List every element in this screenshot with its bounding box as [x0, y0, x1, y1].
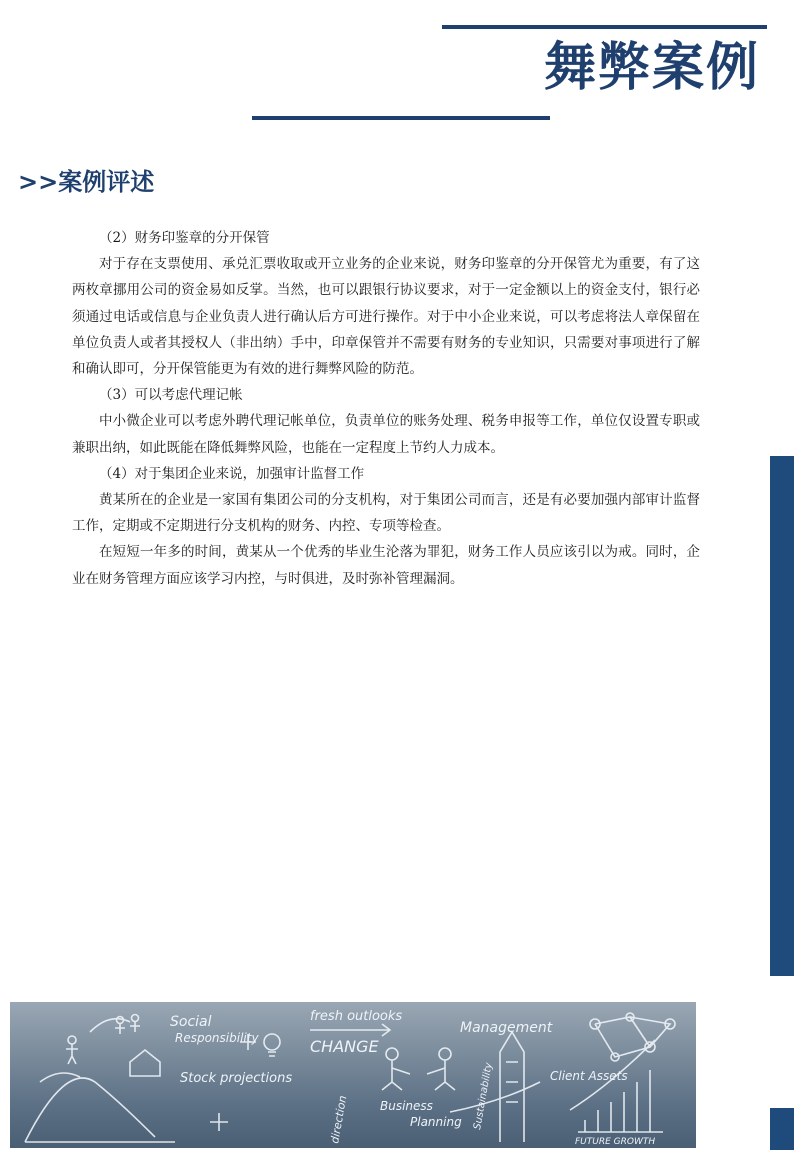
banner-word-fresh: fresh outlooks: [310, 1009, 403, 1024]
business-sketch-banner: [10, 1002, 696, 1148]
paragraph-seal-custody: 对于存在支票使用、承兑汇票收取或开立业务的企业来说，财务印鉴章的分开保管尤为重要，有了这两枚章挪用公司的资金易如反掌。当然，也可以跟银行协议要求，对于一定金额以上的资金支付，银行必须通过电话或信息与企业负责人进行确认后方可进行操作。对于中小企业来说，可以考虑将法人章保留在单位负责人或者其授权人（非出纳）手中，印章保管并不需要有财务的专业知识，只需要对事项进行了解和确认即可，分开保管能更为有效的进行舞弊风险的防范。: [72, 256, 700, 378]
paragraph-agent-bookkeeping: 中小微企业可以考虑外聘代理记帐单位，负责单位的账务处理、税务申报等工作，单位仅设置专职或兼职出纳，如此既能在降低舞弊风险，也能在一定程度上节约人力成本。: [72, 413, 700, 456]
subheading-group-audit: （4）对于集团企业来说，加强审计监督工作: [99, 465, 365, 482]
header-bottom-rule: [252, 116, 550, 120]
header-top-rule: [442, 25, 767, 29]
side-accent-bar: [770, 456, 794, 976]
section-heading: >>案例评述: [18, 168, 155, 196]
banner-word-social: Social: [170, 1014, 212, 1030]
paragraph-conclusion: 在短短一年多的时间，黄某从一个优秀的毕业生沦落为罪犯，财务工作人员应该引以为戒。同时，企业在财务管理方面应该学习内控，与时俱进，及时弥补管理漏洞。: [72, 544, 700, 587]
article-body: [72, 225, 700, 592]
banner-word-direction: direction: [328, 1094, 350, 1145]
banner-word-change: CHANGE: [310, 1037, 379, 1056]
banner-word-management: Management: [460, 1020, 553, 1036]
banner-illustration: [10, 1002, 696, 1148]
subheading-agent-bookkeeping: （3）可以考虑代理记帐: [99, 387, 243, 404]
page-title: 舞弊案例: [543, 38, 760, 98]
banner-word-sustainability: Sustainability: [472, 1061, 495, 1131]
banner-word-projections: Stock projections: [180, 1071, 293, 1086]
side-accent-bar-bottom: [770, 1108, 794, 1150]
banner-word-responsibility: Responsibility: [175, 1031, 259, 1045]
banner-word-planning: Planning: [410, 1115, 462, 1129]
paragraph-group-audit: 黄某所在的企业是一家国有集团公司的分支机构，对于集团公司而言，还是有必要加强内部审计监督工作，定期或不定期进行分支机构的财务、内控、专项等检查。: [72, 492, 700, 535]
subheading-seal-custody: （2）财务印鉴章的分开保管: [99, 230, 270, 246]
banner-word-business: Business: [380, 1099, 433, 1113]
banner-word-future: FUTURE GROWTH: [575, 1137, 656, 1147]
banner-word-client: Client Assets: [550, 1069, 628, 1083]
